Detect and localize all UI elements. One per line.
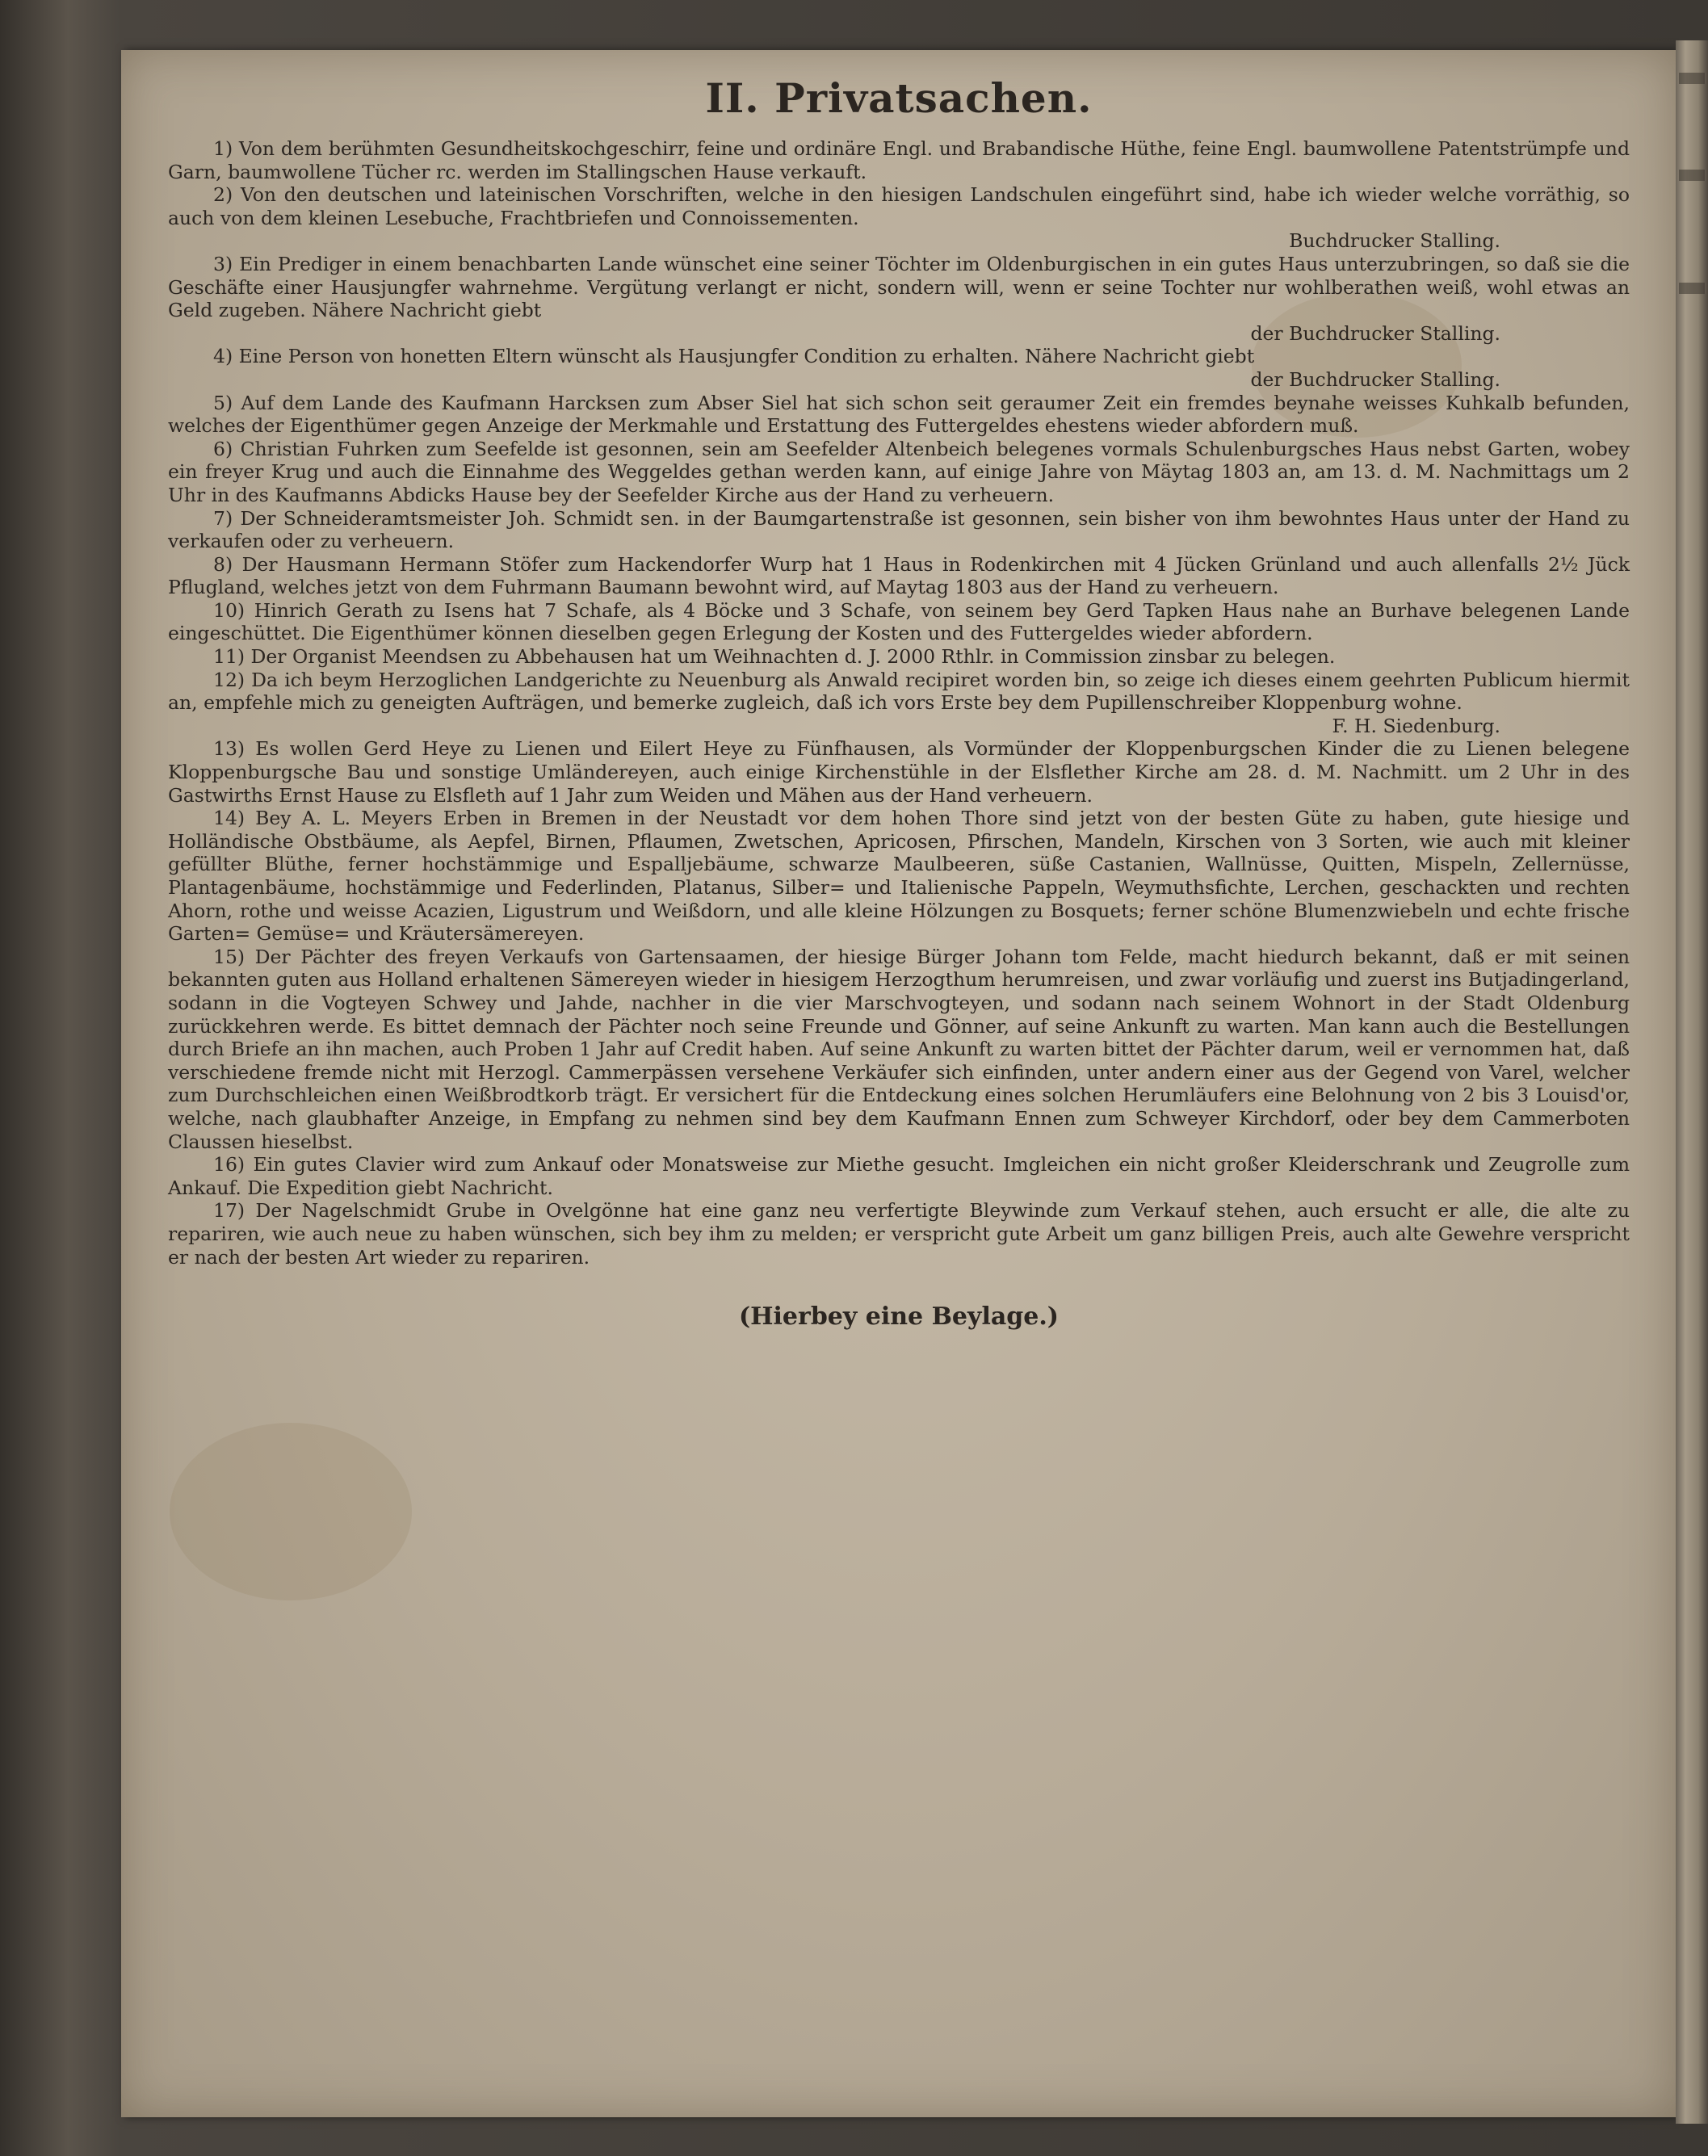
entry-text: 15) Der Pächter des freyen Verkaufs von Gartensaamen, der hiesige Bürger Johann tom Felde, macht hiedurch bekannt, daß er mit seinen bekannten guten aus Holland erhaltenen Sämereyen wieder in hiesigem Herzogthum herumreisen, und zwar vorläufig und zuerst ins Butjadingerland, sodann in die Vogteyen Schwey und Jahde, nachher in die vier Marschvogteyen, und sodann nach seinem Wohnort in der Stadt Oldenburg zurückkehren werde. Es bittet demnach der Pächter noch seine Freunde und Gönner, auf seine Ankunft zu warten. Man kann auch die Bestellungen durch Briefe an ihn machen, auch Proben 1 Jahr auf Credit haben. Auf seine Ankunft zu warten bittet der Pächter darum, weil er vernommen hat, daß verschiedene fremde nicht mit Herzogl. Cammerpässen versehene Verkäufer sich einfinden, unter andern einer aus der Gegend von Varel, welcher zum Durchschleichen einen Weißbrodtkorb trägt. Er versichert für die Entdeckung eines solchen Herumläufers eine Belohnung von 2 bis 3 Louisd'or, welche, nach glaubhafter Anzeige, in Empfang zu nehmen sind bey dem Kaufmann Ennen zum Schweyer Kirchdorf, oder bey dem Cammerboten Claussen hieselbst. [168, 945, 1630, 1153]
advertisement-entry [168, 392, 1630, 438]
entry-text: 8) Der Hausmann Hermann Stöfer zum Hackendorfer Wurp hat 1 Haus in Rodenkirchen mit 4 Jücken Grünland und auch allenfalls 2½ Jück Pflugland, welches jetzt von dem Fuhrmann Baumann bewohnt wird, auf Maytag 1803 aus der Hand zu verheuern. [168, 552, 1630, 599]
advertisement-entry [168, 737, 1630, 807]
entry-text: 1) Von dem berühmten Gesundheitskochgeschirr, feine und ordinäre Engl. und Brabandische Hüthe, feine Engl. baumwollene Patentstrümpfe und Garn, baumwollene Tücher rc. werden im Stallingschen Hause verkauft. [168, 137, 1630, 183]
advertisement-entry [168, 669, 1630, 738]
entry-text: 12) Da ich beym Herzoglichen Landgerichte zu Neuenburg als Anwald recipiret worden bin, so zeige ich dieses einem geehrten Publicum hiermit an, empfehle mich zu geneigten Aufträgen, und bemerke zugleich, daß ich vors Erste bey dem Pupillenschreiber Kloppenburg wohne. [168, 668, 1630, 715]
entry-text: 13) Es wollen Gerd Heye zu Lienen und Eilert Heye zu Fünfhausen, als Vormünder der Kloppenburgschen Kinder die zu Lienen belegene Kloppenburgsche Bau und sonstige Umländereyen, auch einige Kirchenstühle in der Elsflether Kirche am 28. d. M. Nachmitt. um 2 Uhr in des Gastwirths Ernst Hause zu Elsfleth auf 1 Jahr zum Weiden und Mähen aus der Hand verheuern. [168, 737, 1630, 807]
advertisement-entry [168, 1153, 1630, 1199]
entry-signature: F. H. Siedenburg. [1332, 714, 1500, 737]
section-title: II. Privatsachen. [705, 74, 1093, 122]
advertisement-entry [168, 599, 1630, 645]
entry-text: 3) Ein Prediger in einem benachbarten Lande wünschet eine seiner Töchter im Oldenburgischen in ein gutes Haus unterzubringen, so daß sie die Geschäfte einer Hausjungfer wahrnehme. Vergütung verlangt er nicht, sondern will, wenn er seine Tochter nur wohlberathen weiß, wohl etwas an Geld zugeben. Nähere Nachricht giebt [168, 252, 1630, 322]
edge-mark [1679, 170, 1705, 181]
entry-text: 10) Hinrich Gerath zu Isens hat 7 Schafe, als 4 Böcke und 3 Schafe, von seinem bey Gerd Tapken Haus nahe an Burhave belegenen Lande eingeschüttet. Die Eigenthümer können dieselben gegen Erlegung der Kosten und des Futtergeldes wieder abfordern. [168, 598, 1630, 645]
entry-signature: Buchdrucker Stalling. [1289, 229, 1500, 253]
advertisement-entry [168, 438, 1630, 507]
advertisement-entry [168, 645, 1630, 669]
entry-signature: der Buchdrucker Stalling. [1250, 367, 1500, 391]
entry-text: 5) Auf dem Lande des Kaufmann Harcksen zum Abser Siel hat sich schon seit geraumer Zeit ein fremdes beynahe weisses Kuhkalb befunden, welches der Eigenthümer gegen Anzeige der Merkmahle und Erstattung des Futtergeldes ehestens wieder abfordern muß. [168, 391, 1630, 438]
advertisement-entry [168, 946, 1630, 1153]
advertisement-entry [168, 183, 1630, 253]
edge-mark [1679, 73, 1705, 84]
advertisement-entry [168, 137, 1630, 183]
advertisement-entry [168, 507, 1630, 553]
advertisement-entry [168, 345, 1630, 391]
supplement-note: (Hierbey eine Beylage.) [738, 1302, 1059, 1332]
entry-text: 6) Christian Fuhrken zum Seefelde ist gesonnen, sein am Seefelder Altenbeich belegenes vormals Schulenburgsches Haus nebst Garten, wobey ein freyer Krug und auch die Einnahme des Weggeldes gethan werden kann, auf einige Jahre von Mäytag 1803 an, am 13. d. M. Nachmittags um 2 Uhr in des Kaufmanns Abdicks Hause bey der Seefelder Kirche aus der Hand zu verheuern. [168, 437, 1630, 506]
advertisement-entry [168, 553, 1630, 599]
advertisement-entry [168, 807, 1630, 946]
adjacent-page-edge [1676, 40, 1708, 2124]
entry-text: 14) Bey A. L. Meyers Erben in Bremen in der Neustadt vor dem hohen Thore sind jetzt von der besten Güte zu haben, gute hiesige und Holländische Obstbäume, als Aepfel, Birnen, Pflaumen, Zwetschen, Apricosen, Pfirschen, Mandeln, Kirschen von 3 Sorten, wie auch mit kleiner gefüllter Blüthe, ferner hochstämmige und Espalljebäume, schwarze Maulbeeren, süße Castanien, Wallnüsse, Quitten, Mispeln, Zellernüsse, Plantagenbäume, hochstämmige und Federlinden, Platanus, Silber= und Italienische Pappeln, Weymuthsfichte, Lerchen, geschackten und rechten Ahorn, rothe und weisse Acazien, Ligustrum und Weißdorn, und alle kleine Hölzungen zu Bosquets; ferner schöne Blumenzwiebeln und echte frische Garten= Gemüse= und Kräutersämereyen. [168, 807, 1630, 946]
entry-text: 11) Der Organist Meendsen zu Abbehausen hat um Weihnachten d. J. 2000 Rthlr. in Commission zinsbar zu belegen. [213, 645, 1336, 669]
entry-signature: der Buchdrucker Stalling. [1250, 321, 1500, 345]
page-content [168, 74, 1630, 2109]
entry-text: 16) Ein gutes Clavier wird zum Ankauf oder Monatsweise zur Miethe gesucht. Imgleichen ein nicht großer Kleiderschrank und Zeugrolle zum Ankauf. Die Expedition giebt Nachricht. [168, 1153, 1630, 1199]
advertisement-list [168, 137, 1630, 1269]
entry-text: 17) Der Nagelschmidt Grube in Ovelgönne hat eine ganz neu verfertigte Bleywinde zum Verkauf stehen, auch ersucht er alle, die alte zu repariren, wie auch neue zu haben wünschen, sich bey ihm zu melden; er verspricht gute Arbeit um ganz billigen Preis, auch alte Gewehre verspricht er nach der besten Art wieder zu repariren. [168, 1199, 1630, 1269]
advertisement-entry [168, 253, 1630, 345]
edge-mark [1679, 283, 1705, 294]
entry-text: 4) Eine Person von honetten Eltern wünscht als Hausjungfer Condition zu erhalten. Nähere Nachricht giebt [213, 345, 1255, 368]
advertisement-entry [168, 1199, 1630, 1269]
entry-text: 2) Von den deutschen und lateinischen Vorschriften, welche in den hiesigen Landschulen eingeführt sind, habe ich wieder welche vorräthig, so auch von dem kleinen Lesebuche, Frachtbriefen und Connoissementen. [168, 183, 1630, 229]
entry-text: 7) Der Schneideramtsmeister Joh. Schmidt sen. in der Baumgartenstraße ist gesonnen, sein bisher von ihm bewohntes Haus unter der Hand zu verkaufen oder zu verheuern. [168, 506, 1630, 553]
